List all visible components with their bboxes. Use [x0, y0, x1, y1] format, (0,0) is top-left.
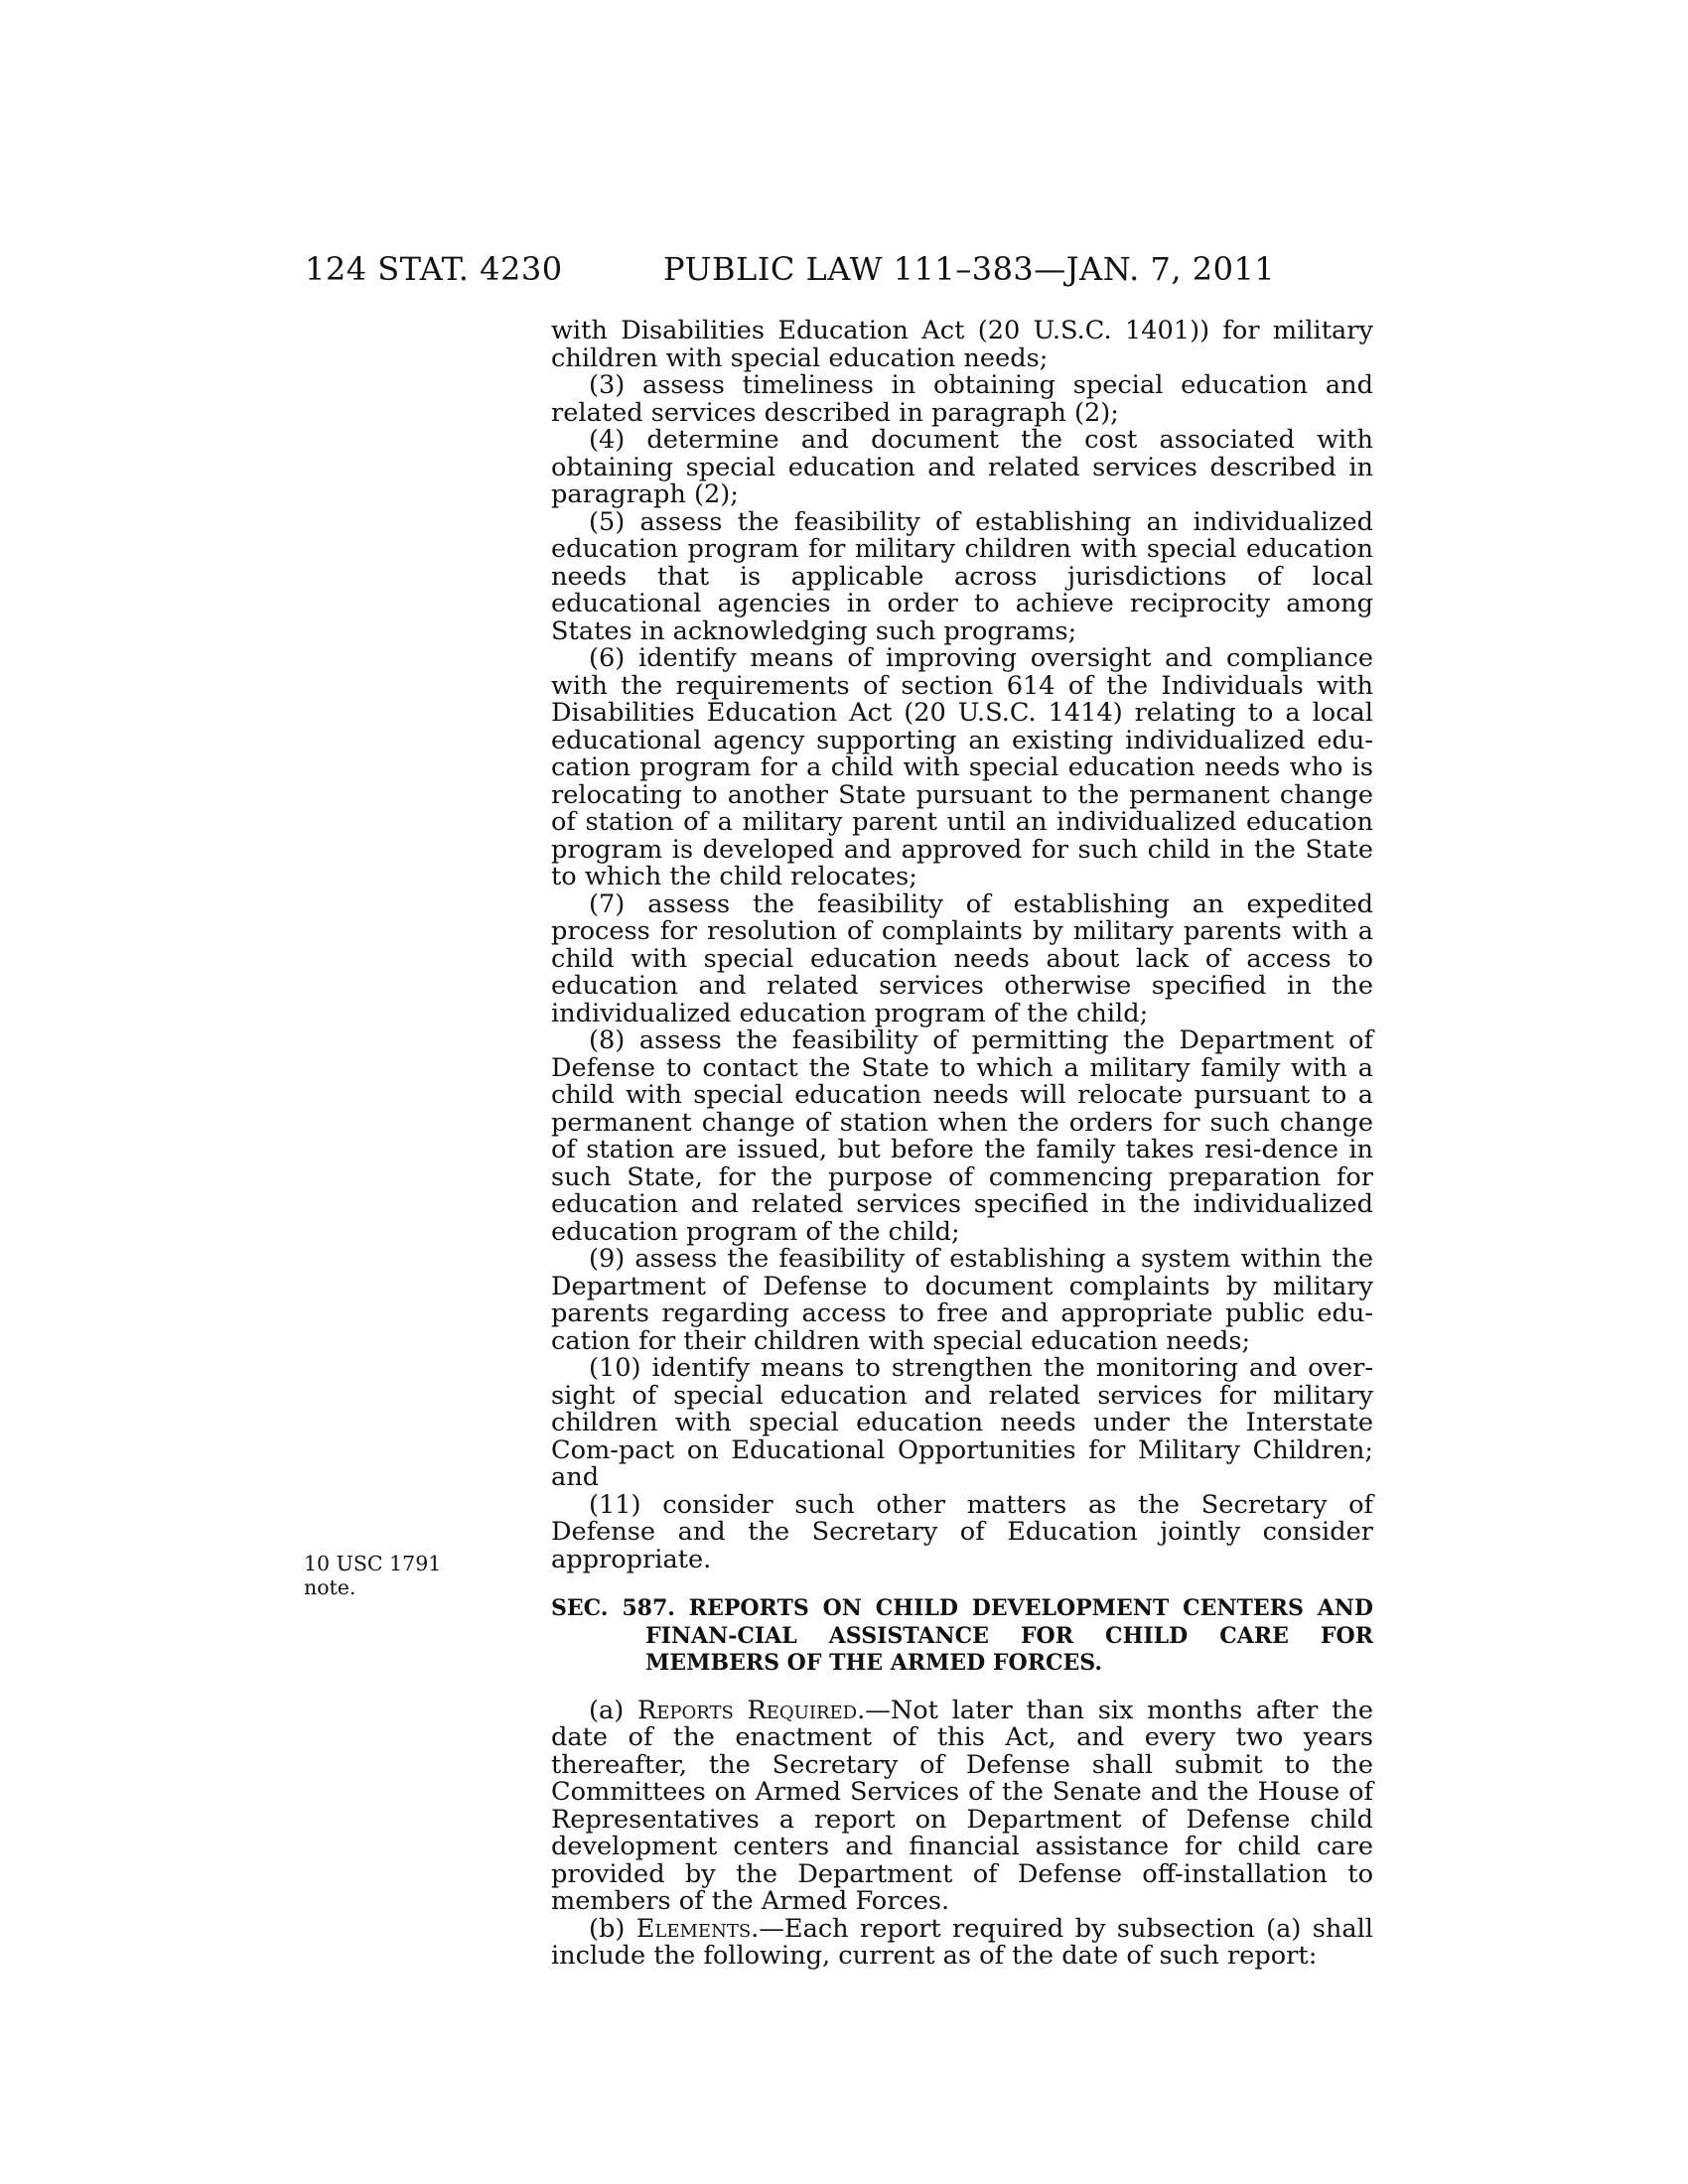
- paragraph-10: (10) identify means to strengthen the monitoring and over-sight of special education and related services for military children with special education needs under the Interstate Com-pact on Educational Opportunities for Military Children; and: [551, 1353, 1373, 1492]
- paragraph-4: (4) determine and document the cost associated with obtaining special education and related services described in paragraph (2);: [551, 425, 1373, 509]
- paragraph-7: (7) assess the feasibility of establishing an expedited process for resolution of complaints by military parents with a child with special education needs about lack of access to education and related services otherwise specified in the individualized education program of the child;: [551, 888, 1373, 1028]
- body-text-column: [551, 318, 1373, 1971]
- margin-note-label: note.: [304, 1575, 356, 1599]
- paragraph-11: (11) consider such other matters as the Secretary of Defense and the Secretary of Education jointly consider appropriate.: [551, 1489, 1373, 1574]
- subsection-a-text: .—Not later than six months after the date of the enactment of this Act, and every two years thereafter, the Secretary of Defense shall submit to the Committees on Armed Services of the Senate and the House of Representatives a report on Department of Defense child development centers and financial assistance for child care provided by the Department of Defense off-installation to members of the Armed Forces.: [551, 1695, 1373, 1916]
- paragraph-6: (6) identify means of improving oversight and compliance with the requirements of section 614 of the Individuals with Disabilities Education Act (20 U.S.C. 1414) relating to a local educational agency supporting an existing individualized edu-cation program for a child with special education needs who is relocating to another State pursuant to the permanent change of station of a military parent until an individualized education program is developed and approved for such child in the State to which the child relocates;: [551, 643, 1373, 891]
- page-header-title: PUBLIC LAW 111–383—JAN. 7, 2011: [663, 250, 1276, 288]
- subsection-a: [551, 1695, 1373, 1916]
- subsection-a-label: (a): [589, 1695, 637, 1725]
- paragraph-3: (3) assess timeliness in obtaining special education and related services described in paragraph (2);: [551, 370, 1373, 428]
- subsection-b-label: (b): [589, 1913, 636, 1944]
- section-heading: SEC. 587. REPORTS ON CHILD DEVELOPMENT CENTERS AND FINAN-CIAL ASSISTANCE FOR CHILD CARE FOR MEMBERS OF THE ARMED FORCES.: [551, 1595, 1373, 1676]
- continued-paragraph: with Disabilities Education Act (20 U.S.C. 1401)) for military children with special education needs;: [551, 316, 1373, 373]
- subsection-b-title: Elements: [635, 1913, 752, 1944]
- paragraph-5: (5) assess the feasibility of establishing an individualized education program for military children with special education needs that is applicable across jurisdictions of local educational agencies in order to achieve reciprocity among States in acknowledging such programs;: [551, 506, 1373, 646]
- statute-page-reference: 124 STAT. 4230: [305, 250, 563, 288]
- margin-note-citation: 10 USC 1791: [304, 1552, 442, 1575]
- subsection-a-title: Reports Required: [636, 1695, 858, 1725]
- subsection-b: [551, 1913, 1373, 1971]
- subsection-b-text: .—Each report required by subsection (a) shall include the following, current as of the date of such report:: [551, 1913, 1373, 1971]
- paragraph-8: (8) assess the feasibility of permitting the Department of Defense to contact the State to which a military family with a child with special education needs will relocate pursuant to a permanent change of station when the orders for such change of station are issued, but before the family takes resi-dence in such State, for the purpose of commencing preparation for education and related services specified in the individualized education program of the child;: [551, 1025, 1373, 1247]
- paragraph-9: (9) assess the feasibility of establishing a system within the Department of Defense to document complaints by military parents regarding access to free and appropriate public edu-cation for their children with special education needs;: [551, 1244, 1373, 1356]
- margin-note: [304, 1552, 502, 1599]
